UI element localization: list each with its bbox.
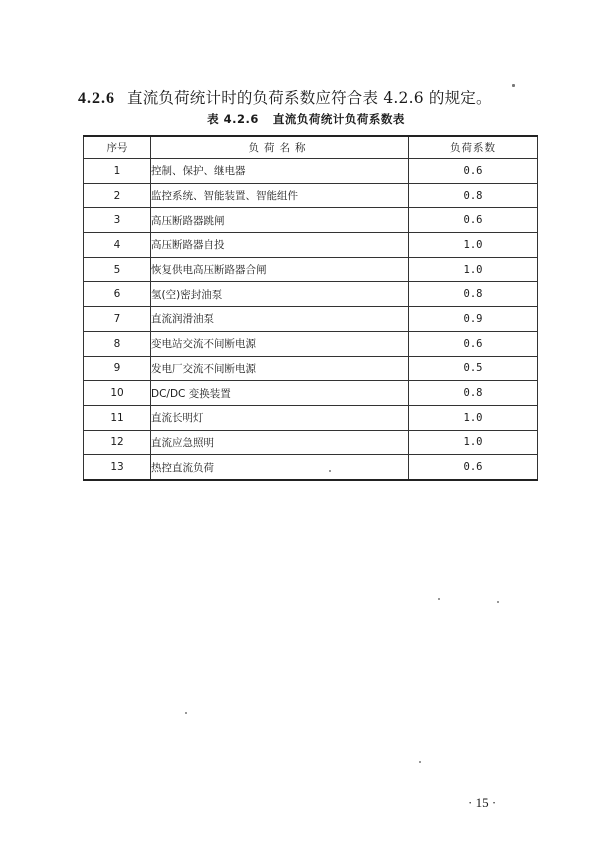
table-caption-title: 直流负荷统计负荷系数表 <box>272 112 405 126</box>
row-load-name: 氢(空)密封油泵 <box>151 282 409 307</box>
clause-paragraph <box>78 86 492 108</box>
row-index: 9 <box>84 356 151 381</box>
row-load-name: 热控直流负荷 <box>151 455 409 480</box>
scan-speck <box>329 470 331 472</box>
clause-number: 4.2.6 <box>78 90 115 107</box>
row-index: 5 <box>84 257 151 282</box>
row-index: 6 <box>84 282 151 307</box>
row-load-coefficient: 0.6 <box>409 331 538 356</box>
table-row <box>84 381 538 406</box>
table-header-row <box>84 136 538 159</box>
row-index: 2 <box>84 183 151 208</box>
table-caption <box>0 111 612 127</box>
row-index: 7 <box>84 307 151 332</box>
header-index: 序号 <box>84 136 151 159</box>
table-row <box>84 405 538 430</box>
table-row <box>84 159 538 184</box>
table-row <box>84 307 538 332</box>
row-load-name: 直流长明灯 <box>151 405 409 430</box>
row-load-coefficient: 1.0 <box>409 430 538 455</box>
row-load-coefficient: 1.0 <box>409 405 538 430</box>
row-index: 1 <box>84 159 151 184</box>
row-index: 12 <box>84 430 151 455</box>
table-row <box>84 331 538 356</box>
row-load-name: 监控系统、智能装置、智能组件 <box>151 183 409 208</box>
scan-speck <box>497 601 499 603</box>
row-load-coefficient: 0.6 <box>409 159 538 184</box>
clause-text: 直流负荷统计时的负荷系数应符合表 4.2.6 的规定。 <box>127 89 492 107</box>
table-row <box>84 233 538 258</box>
row-index: 13 <box>84 455 151 480</box>
row-load-name: 高压断路器跳闸 <box>151 208 409 233</box>
row-index: 4 <box>84 233 151 258</box>
header-load-name: 负荷名称 <box>151 136 409 159</box>
row-load-name: 直流应急照明 <box>151 430 409 455</box>
row-load-coefficient: 0.9 <box>409 307 538 332</box>
page-number: · 15 · <box>468 795 497 810</box>
scan-speck <box>512 84 515 87</box>
row-load-coefficient: 1.0 <box>409 257 538 282</box>
row-load-coefficient: 0.8 <box>409 381 538 406</box>
row-index: 11 <box>84 405 151 430</box>
row-load-name: 高压断路器自投 <box>151 233 409 258</box>
row-index: 10 <box>84 381 151 406</box>
scan-speck <box>419 761 421 763</box>
row-load-name: DC/DC 变换装置 <box>151 381 409 406</box>
table-row <box>84 183 538 208</box>
table-row <box>84 282 538 307</box>
table-row <box>84 257 538 282</box>
row-load-coefficient: 0.5 <box>409 356 538 381</box>
row-load-coefficient: 0.8 <box>409 183 538 208</box>
row-load-coefficient: 0.6 <box>409 455 538 480</box>
table-row <box>84 356 538 381</box>
row-load-coefficient: 0.6 <box>409 208 538 233</box>
row-index: 3 <box>84 208 151 233</box>
row-load-coefficient: 1.0 <box>409 233 538 258</box>
table-caption-number: 表 4.2.6 <box>207 112 259 126</box>
scan-speck <box>185 712 187 714</box>
table-row <box>84 208 538 233</box>
row-index: 8 <box>84 331 151 356</box>
row-load-name: 变电站交流不间断电源 <box>151 331 409 356</box>
row-load-name: 发电厂交流不间断电源 <box>151 356 409 381</box>
table-row <box>84 430 538 455</box>
load-coefficient-table <box>83 135 538 481</box>
scan-speck <box>438 598 440 600</box>
table-row <box>84 455 538 480</box>
header-load-coefficient: 负荷系数 <box>409 136 538 159</box>
row-load-name: 直流润滑油泵 <box>151 307 409 332</box>
row-load-name: 恢复供电高压断路器合闸 <box>151 257 409 282</box>
row-load-name: 控制、保护、继电器 <box>151 159 409 184</box>
row-load-coefficient: 0.8 <box>409 282 538 307</box>
